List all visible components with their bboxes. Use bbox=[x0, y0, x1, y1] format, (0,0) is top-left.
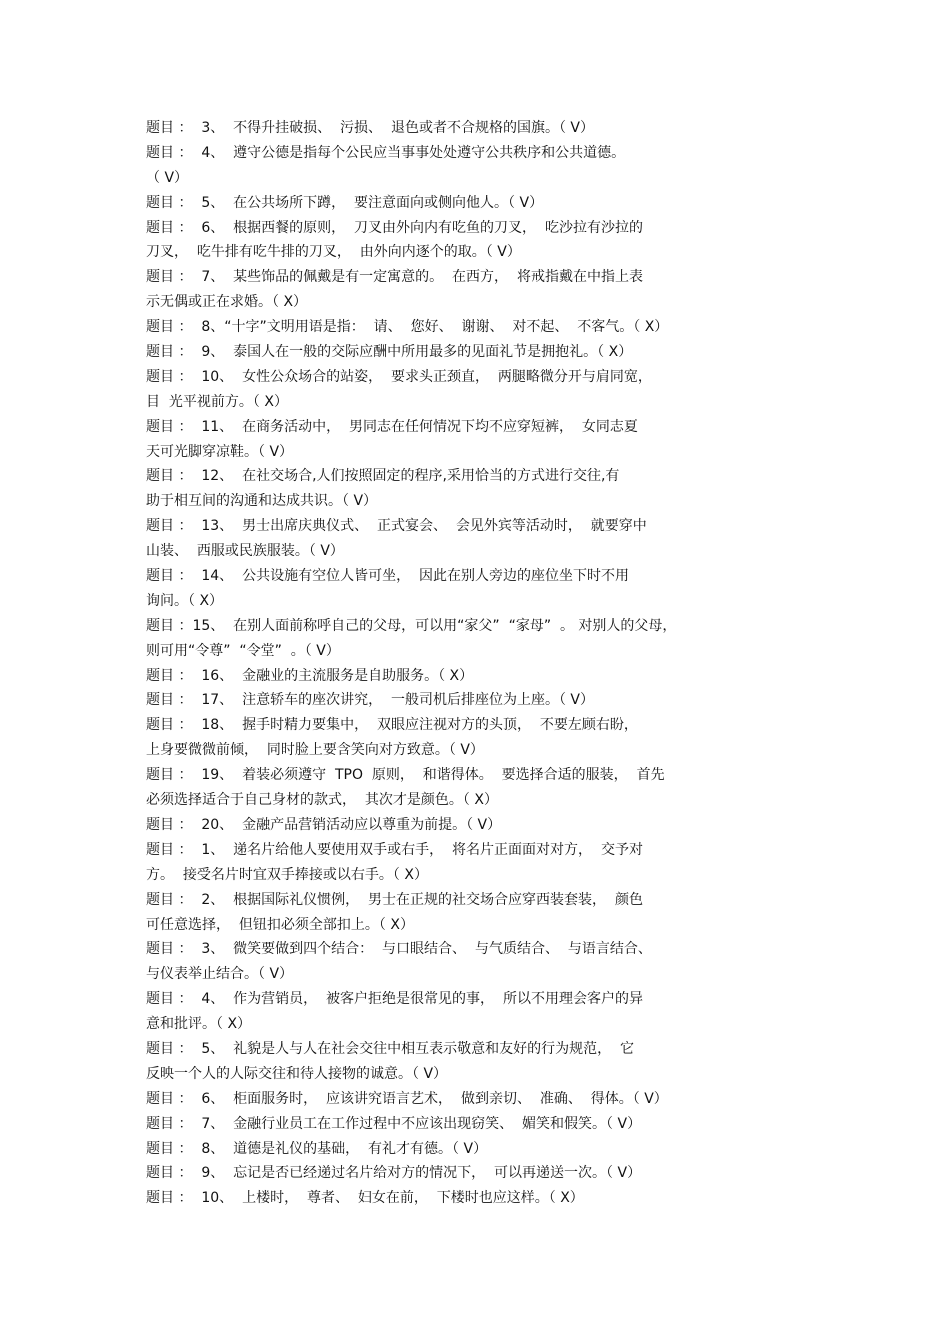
text-line-3: （ V） bbox=[146, 169, 189, 186]
text-line-37: 意和批评。（ X） bbox=[146, 1016, 252, 1033]
text-line-23: 题目 ： 16、 金融业的主流服务是自助服务。（ X） bbox=[146, 667, 474, 684]
text-line-11: 题目 ： 10、 女性公众场合的站姿， 要求头正颈直， 两腿略微分开与肩同宽， bbox=[146, 368, 652, 385]
text-line-7: 题目 ： 7、 某些饰品的佩戴是有一定寓意的。 在西方， 将戒指戴在中指上表 bbox=[146, 269, 643, 286]
text-line-4: 题目 ： 5、 在公共场所下蹲， 要注意面向或侧向他人。（ V） bbox=[146, 194, 544, 211]
text-line-25: 题目 ： 18、 握手时精力要集中， 双眼应注视对方的头顶， 不要左顾右盼， bbox=[146, 717, 638, 734]
text-line-32: 题目 ： 2、 根据国际礼仪惯例， 男士在正规的社交场合应穿西装套装， 颜色 bbox=[146, 891, 643, 908]
text-line-5: 题目 ： 6、 根据西餐的原则， 刀叉由外向内有吃鱼的刀叉， 吃沙拉有沙拉的 bbox=[146, 219, 643, 236]
text-line-8: 示无偶或正在求婚。（ X） bbox=[146, 294, 308, 311]
text-line-26: 上身要微微前倾， 同时脸上要含笑向对方致意。（ V） bbox=[146, 742, 484, 759]
text-line-42: 题目 ： 8、 道德是礼仪的基础， 有礼才有德。（ V） bbox=[146, 1140, 488, 1157]
text-line-10: 题目 ： 9、 泰国人在一般的交际应酬中所用最多的见面礼节是拥抱礼。（ X） bbox=[146, 344, 633, 361]
text-line-41: 题目 ： 7、 金融行业员工在工作过程中不应该出现窃笑、 媚笑和假笑。（ V） bbox=[146, 1115, 642, 1132]
text-line-19: 题目 ： 14、 公共设施有空位人皆可坐， 因此在别人旁边的座位坐下时不用 bbox=[146, 568, 629, 585]
question-list bbox=[146, 116, 806, 1211]
text-line-20: 询问。（ X） bbox=[146, 592, 224, 609]
text-line-2: 题目 ： 4、 遵守公德是指每个公民应当事事处处遵守公共秩序和公共道德。 bbox=[146, 144, 626, 161]
text-line-24: 题目 ： 17、 注意轿车的座次讲究， 一般司机后排座位为上座。（ V） bbox=[146, 692, 594, 709]
text-line-18: 山装、 西服或民族服装。（ V） bbox=[146, 543, 344, 560]
text-line-31: 方。 接受名片时宜双手捧接或以右手。（ X） bbox=[146, 866, 428, 883]
text-line-21: 题目 ：15、 在别人面前称呼自己的父母，可以用“家父” “家母” 。 对别人的父母， bbox=[146, 617, 677, 634]
text-line-16: 助于相互间的沟通和达成共识。（ V） bbox=[146, 493, 378, 510]
text-line-29: 题目 ： 20、 金融产品营销活动应以尊重为前提。（ V） bbox=[146, 816, 502, 833]
text-line-1: 题目 ： 3、 不得升挂破损、 污损、 退色或者不合规格的国旗。（ V） bbox=[146, 120, 594, 136]
text-line-15: 题目 ： 12、 在社交场合,人们按照固定的程序,采用恰当的方式进行交往,有 bbox=[146, 468, 620, 485]
text-line-17: 题目 ： 13、 男士出席庆典仪式、 正式宴会、 会见外宾等活动时， 就要穿中 bbox=[146, 518, 647, 535]
text-line-44: 题目 ： 10、 上楼时， 尊者、 妇女在前， 下楼时也应这样。（ X） bbox=[146, 1190, 584, 1207]
text-line-36: 题目 ： 4、 作为营销员， 被客户拒绝是很常见的事， 所以不用理会客户的异 bbox=[146, 991, 643, 1008]
text-line-43: 题目 ： 9、 忘记是否已经递过名片给对方的情况下， 可以再递送一次。（ V） bbox=[146, 1165, 642, 1182]
text-line-6: 刀叉， 吃牛排有吃牛排的刀叉， 由外向内逐个的取。（ V） bbox=[146, 244, 521, 261]
text-line-34: 题目 ： 3、 微笑要做到四个结合： 与口眼结合、 与气质结合、 与语言结合、 bbox=[146, 941, 652, 958]
text-line-28: 必须选择适合于自己身材的款式， 其次才是颜色。（ X） bbox=[146, 792, 498, 809]
text-line-33: 可任意选择， 但钮扣必须全部扣上。（ X） bbox=[146, 916, 414, 933]
text-line-12: 目 光平视前方。（ X） bbox=[146, 393, 288, 410]
text-line-40: 题目 ： 6、 柜面服务时， 应该讲究语言艺术， 做到亲切、 准确、 得体。（ V） bbox=[146, 1090, 668, 1107]
text-line-35: 与仪表举止结合。（ V） bbox=[146, 966, 294, 983]
text-line-30: 题目 ： 1、 递名片给他人要使用双手或右手， 将名片正面面对对方， 交予对 bbox=[146, 841, 643, 858]
text-line-27: 题目 ： 19、 着装必须遵守 TPO 原则， 和谐得体。 要选择合适的服装， 首先 bbox=[146, 767, 665, 784]
text-line-39: 反映一个人的人际交往和待人接物的诚意。（ V） bbox=[146, 1065, 448, 1082]
text-line-13: 题目 ： 11、 在商务活动中， 男同志在任何情况下均不应穿短裤， 女同志夏 bbox=[146, 418, 638, 435]
text-line-9: 题目 ： 8、“十字”文明用语是指： 请、 您好、 谢谢、 对不起、 不客气。（ X） bbox=[146, 319, 669, 336]
text-line-14: 天可光脚穿凉鞋。（ V） bbox=[146, 443, 294, 460]
text-line-38: 题目 ： 5、 礼貌是人与人在社会交往中相互表示敬意和友好的行为规范， 它 bbox=[146, 1040, 635, 1057]
text-line-22: 则可用“令尊” “令堂” 。（ V） bbox=[146, 642, 340, 659]
